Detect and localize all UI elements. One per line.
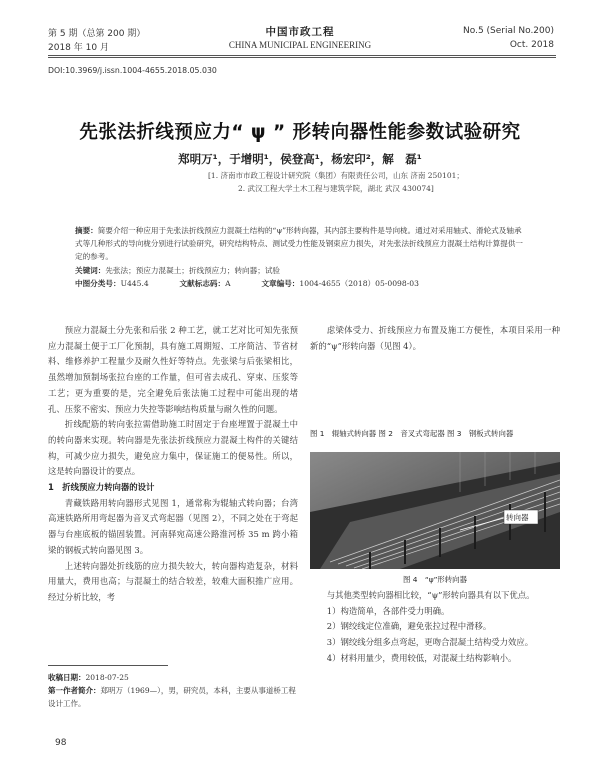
received-date: 2018-07-25 xyxy=(85,673,129,682)
footnote-rule xyxy=(48,665,168,666)
author-bio: 郑明万（1969—），男，研究员，本科，主要从事道桥工程设计工作。 xyxy=(48,686,296,708)
affiliation-2: 2. 武汉工程大学土木工程与建筑学院，湖北 武汉 430074] xyxy=(238,184,434,193)
intro-paragraph-2: 折线配筋的转向张拉需借助施工时固定于台座埋置于混凝土中的转向器来实现。转向器是先张法折线预应力混凝土构件的关键结构，可减少应力损失，避免应力集中，保证施工的便易性。所以，这是转向器设计的要点。 xyxy=(48,419,298,477)
doc-code-label: 文献标志码： xyxy=(179,278,226,288)
keywords-label: 关键词： xyxy=(75,265,106,275)
date-en: Oct. 2018 xyxy=(509,40,554,50)
paper-title: 先张法折线预应力“ ψ ” 形转向器性能参数试验研究 xyxy=(79,122,521,143)
advantage-2: 2）钢绞线定位准确，避免张拉过程中滑移。 xyxy=(326,621,492,632)
header-rule xyxy=(48,55,556,56)
right-paragraph-2: 与其他类型转向器相比较，“ψ”形转向器具有以下优点。 xyxy=(326,590,535,600)
advantage-4: 4）材料用量少，费用较低，对混凝土结构影响小。 xyxy=(326,652,517,663)
received-label: 收稿日期： xyxy=(48,673,86,682)
keywords: 先张法；预应力混凝土；折线预应力；转向器；试验 xyxy=(105,265,281,275)
author-bio-label: 第一作者简介： xyxy=(48,686,101,695)
section-heading-1: 1 折线预应力转向器的设计 xyxy=(48,482,155,493)
header-rule-2 xyxy=(48,57,556,58)
left-column xyxy=(48,323,298,606)
issue-en: No.5 (Serial No.200) xyxy=(463,26,554,36)
article-no-label: 文章编号： xyxy=(261,278,300,288)
intro-paragraph-1: 预应力混凝土分先张和后张 2 种工艺，就工艺对比可知先张预应力混凝土便于工厂化预制，具有施工周期短、工序简洁、节省材料、维修养护工程量少及耐久性好等特点。先张梁与后张梁相比，虽然增加预制场张拉台座的工作量，但可省去成孔、穿束、压浆等工艺；更为重要的是，完全避免后张法施工过程中可能出现的堵孔、压浆不密实、预应力失控等影响结构质量与耐久性的问题。 xyxy=(48,325,298,414)
advantage-3: 3）钢绞线分组多点弯起，更吻合混凝土结构受力效应。 xyxy=(326,637,534,648)
doi: DOI:10.3969/j.issn.1004-4655.2018.05.030 xyxy=(48,66,217,75)
figure-4-caption: 图 4 “ψ”形转向器 xyxy=(403,575,467,584)
clc-code: U445.4 xyxy=(120,278,149,288)
section1-paragraph-2: 上述转向器处折线筋的应力损失较大，转向器构造复杂，材料用量大，费用也高；与混凝土的结合较差，较难大面积推广应用。经过分析比较，考 xyxy=(48,560,298,602)
doc-code: A xyxy=(225,278,231,288)
article-no: 1004-4655（2018）05-0098-03 xyxy=(299,278,419,288)
clc-label: 中图分类号： xyxy=(75,278,121,288)
page-number: 98 xyxy=(55,738,67,748)
abstract-text: 简要介绍一种应用于先张法折线预应力混凝土结构的“ψ”形转向器，其内部主要构件是导向栊。通过对采用轴式、滑轮式及轴承式等几种形式的导向栊分别进行试验研究，研究结构特点、测试受力性能及钢束应力损失，对先张法折线预应力混凝土结构计算提供一定的参考。 xyxy=(75,226,524,262)
abstract-block xyxy=(75,224,527,290)
classification-row xyxy=(75,277,527,290)
right-column-bottom xyxy=(310,588,560,667)
abstract-label: 摘要： xyxy=(75,226,98,235)
right-paragraph-1: 虑梁体受力、折线预应力布置及施工方便性，本项目采用一种新的“ψ”形转向器（见图 4）。 xyxy=(310,325,560,351)
affiliation-1: [1. 济南市市政工程设计研究院（集团）有限责任公司，山东 济南 250101； xyxy=(208,171,464,180)
footnote xyxy=(48,671,298,710)
journal-title-cn: 中国市政工程 xyxy=(265,26,335,38)
right-column-top xyxy=(310,323,560,354)
journal-title-en: CHINA MUNICIPAL ENGINEERING xyxy=(228,40,372,50)
date-cn: 2018 年 10 月 xyxy=(48,43,109,53)
figure-4-photo xyxy=(310,452,560,569)
figure-4-graphic xyxy=(310,452,560,569)
advantage-1: 1）构造简单，各部件受力明确。 xyxy=(326,605,450,616)
section1-paragraph-1: 青藏铁路用转向器形式见图 1，通常称为辊轴式转向器；台湾高速铁路所用弯起器为音叉式弯起器（见图 2），不同之处在于弯起器与台座底板的锚固装置。河南驿宛高速公路淮河桥 35 m 跨小箱梁的钢板式转向器见图 3。 xyxy=(48,497,298,555)
figure-1-3-caption: 图 1 辊轴式转向器 图 2 音叉式弯起器 图 3 钢板式转向器 xyxy=(310,429,514,438)
author-list: 郑明万¹，于增明¹，侯登高¹，杨宏印²，解 磊¹ xyxy=(178,152,422,166)
issue-cn: 第 5 期（总第 200 期） xyxy=(48,29,146,39)
photo-label-turner: 转向器 xyxy=(506,513,529,522)
